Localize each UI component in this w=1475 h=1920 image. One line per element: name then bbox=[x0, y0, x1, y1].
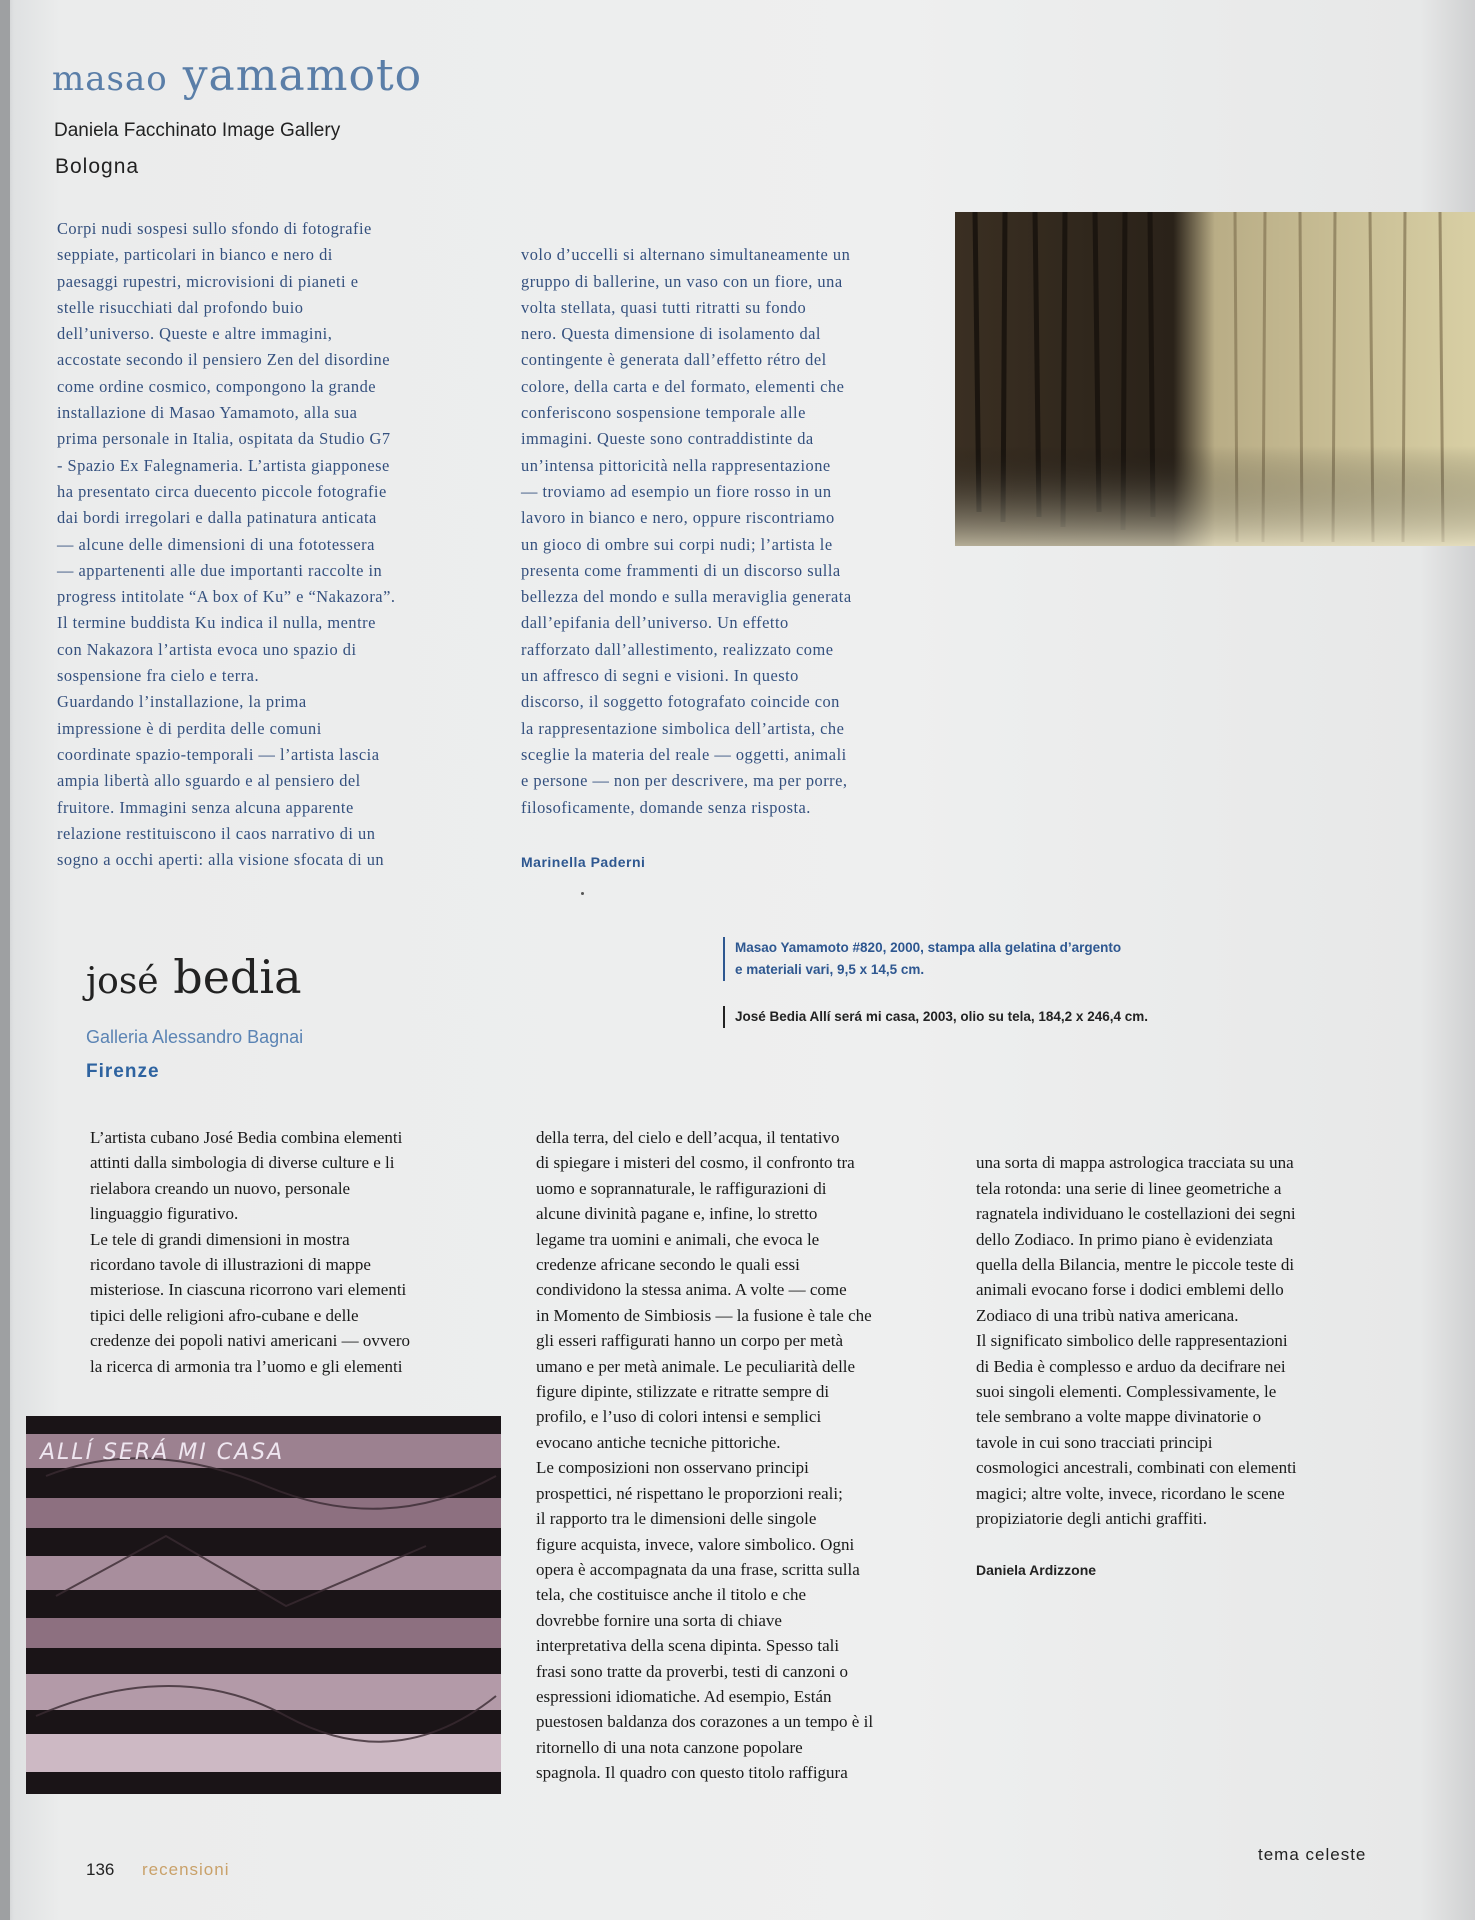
review2-gallery: Galleria Alessandro Bagnai bbox=[86, 1027, 304, 1047]
magazine-name: tema celeste bbox=[1258, 1845, 1367, 1864]
review1-column-1: Corpi nudi sospesi sullo sfondo di fotografie seppiate, particolari in bianco e nero di paesaggi rupestri, microvisioni di pianeti e stelle risucchiati dal profondo buio dell’universo. Queste e altre immagini, accostate secondo il pensiero Zen del disordine come ordine cosmico, compongono la grande installazione di Masao Yamamoto, alla sua prima personale in Italia, ospitata da Studio G7 - Spazio Ex Falegnameria. L’artista giapponese ha presentato circa duecento piccole fotografie dai bordi irregolari e dalla patinatura anticata — alcune delle dimensioni di una fototessera — appartenenti alle due importanti raccolte in progress intitolate “A box of Ku” e “Nakazora”. Il termine buddista Ku indica il nulla, mentre con Nakazora l’artista evoca uno spazio di sospensione fra cielo e terra. Guardando l’installazione, la prima impressione è di perdita delle comuni coordinate spazio-temporali — l’artista lascia ampia libertà allo sguardo e al pensiero del fruitore. Immagini senza alcuna apparente relazione restituiscono il caos narrativo di un sogno a occhi aperti: alla visione sfocata di un bbox=[57, 219, 396, 870]
review2-column-1: L’artista cubano José Bedia combina elementi attinti dalla simbologia di diverse culture e li rielabora creando un nuovo, personale linguaggio figurativo. Le tele di grandi dimensioni in mostra ricordano tavole di illustrazioni di mappe misteriose. In ciascuna ricorrono vari elementi tipici delle religioni afro-cubane e delle credenze dei popoli nativi americani — ovvero la ricerca di armonia tra l’uomo e gli elementi bbox=[90, 1128, 411, 1376]
review2-city: Firenze bbox=[86, 1061, 160, 1082]
dust-speck bbox=[581, 892, 584, 895]
review1-gallery: Daniela Facchinato Image Gallery bbox=[54, 120, 341, 141]
bedia-caption: José Bedia Allí será mi casa, 2003, olio su tela, 184,2 x 246,4 cm. bbox=[723, 1006, 1295, 1028]
bedia-painting-photo bbox=[26, 1416, 501, 1794]
review1-column-2-wrap bbox=[521, 216, 931, 902]
review1-column-2: volo d’uccelli si alternano simultaneamente un gruppo di ballerine, un vaso con un fiore, una volta stellata, quasi tutti ritratti su fondo nero. Questa dimensione di isolamento dal contingente è generata dall’effetto rétro del colore, della carta e del formato, elementi che conferiscono sospensione temporale alle immagini. Queste sono contraddistinte da un’intensa pittoricità nella rappresentazione — troviamo ad esempio un fiore rosso in un lavoro in bianco e nero, oppure riscontriamo un gioco di ombre sui corpi nudi; l’artista le presenta come frammenti di un discorso sulla bellezza del mondo e sulla meraviglia generata dall’epifania dell’universo. Un effetto rafforzato dall’allestimento, realizzato come un affresco di segni e visioni. In questo discorso, il soggetto fotografato coincide con la rappresentazione simbolica dell’artista, che sceglie la materia del reale — oggetti, animali e persone — non per descrivere, ma per porre, filosoficamente, domande senza risposta. bbox=[521, 245, 852, 817]
review2-author: Daniela Ardizzone bbox=[976, 1561, 1097, 1578]
review1-author: Marinella Paderni bbox=[521, 854, 646, 871]
page-edge-shadow bbox=[0, 0, 10, 1920]
section-label: recensioni bbox=[142, 1860, 230, 1879]
yamamoto-forest-photo bbox=[955, 212, 1475, 546]
review1-city: Bologna bbox=[55, 155, 140, 178]
review1-title: masao yamamoto bbox=[52, 50, 423, 101]
review2-column-3: una sorta di mappa astrologica tracciata su una tela rotonda: una serie di linee geometriche a ragnatela individuano le costellazioni dei segni dello Zodiaco. In primo piano è evidenziata quella della Bilancia, mentre le piccole teste di animali evocano forse i dodici emblemi dello Zodiaco di una tribù nativa americana. Il significato simbolico delle rappresentazioni di Bedia è complesso e arduo da decifrare nei suoi singoli elementi. Complessivamente, le tele sembrano a volte mappe divinatorie o tavole in cui sono tracciati principi cosmologici ancestrali, combinati con elementi magici; altre volte, invece, ricordano le scene propiziatorie degli antichi graffiti. bbox=[976, 1153, 1297, 1529]
bedia-painting-inscription: ALLÍ SERÁ MI CASA bbox=[40, 1440, 285, 1465]
review2-column-2: della terra, del cielo e dell’acqua, il tentativo di spiegare i misteri del cosmo, il confronto tra uomo e soprannaturale, le raffigurazioni di alcune divinità pagane e, infine, lo stretto legame tra uomini e animali, che evoca le credenze africane secondo le quali essi condividono la stessa anima. A volte — come in Momento de Simbiosis — la fusione è tale che gli esseri raffigurati hanno un corpo per metà umano e per metà animale. Le peculiarità delle figure dipinte, stilizzate e ritratte sempre di profilo, e l’uso di colori intensi e semplici evocano antiche tecniche pittoriche. Le composizioni non osservano principi prospettici, né rispettano le proporzioni reali; il rapporto tra le dimensioni delle singole figure acquista, invece, valore simbolico. Ogni opera è accompagnata da una frase, scritta sulla tela, che costituisce anche il titolo e che dovrebbe fornire una sorta di chiave interpretativa della scena dipinta. Spesso tali frasi sono tratte da proverbi, testi di canzoni o espressioni idiomatiche. Ad esempio, Están puestosen baldanza dos corazones a un tempo è il ritornello di una nota canzone popolare spagnola. Il quadro con questo titolo raffigura bbox=[536, 1128, 874, 1783]
page-number: 136 bbox=[86, 1860, 115, 1879]
review2-column-3-wrap bbox=[976, 1125, 1396, 1609]
review2-title: josé bedia bbox=[86, 950, 302, 1004]
yamamoto-caption: Masao Yamamoto #820, 2000, stampa alla gelatina d’argento e materiali vari, 9,5 x 14,5 cm. bbox=[723, 937, 1205, 981]
